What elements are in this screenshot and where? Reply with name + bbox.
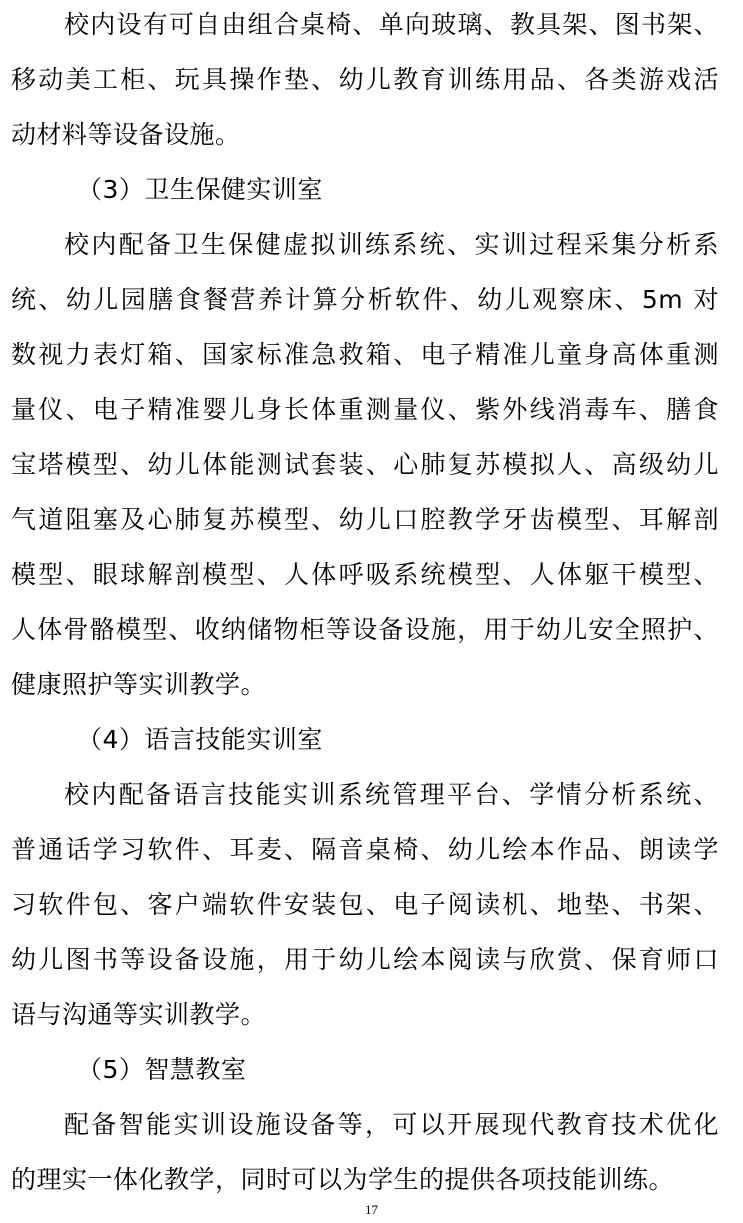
text-line: 移动美工柜、玩具操作垫、幼儿教育训练用品、各类游戏活 (11, 65, 719, 94)
text-line: 宝塔模型、幼儿体能测试套装、心肺复苏模拟人、高级幼儿 (11, 450, 719, 479)
section-heading-smart-classroom (11, 1047, 719, 1102)
text-line: 动材料等设备设施。 (11, 120, 241, 149)
text-line: 模型、眼球解剖模型、人体呼吸系统模型、人体躯干模型、 (11, 560, 719, 589)
heading-text: （4）语言技能实训室 (77, 725, 323, 754)
text-line: 校内设有可自由组合桌椅、单向玻璃、教具架、图书架、 (64, 10, 719, 39)
heading-text: （3）卫生保健实训室 (77, 175, 323, 204)
paragraph-activity-room-equipment (11, 2, 719, 167)
section-heading-language-skills-room (11, 717, 719, 772)
text-line: 幼儿图书等设备设施，用于幼儿绘本阅读与欣赏、保育师口 (11, 945, 719, 974)
paragraph-smart-classroom (11, 1102, 719, 1212)
text-line: 气道阻塞及心肺复苏模型、幼儿口腔教学牙齿模型、耳解剖 (11, 505, 719, 534)
text-line: 语与沟通等实训教学。 (11, 1000, 267, 1029)
text-line: 统、幼儿园膳食餐营养计算分析软件、幼儿观察床、5m 对 (11, 285, 719, 314)
text-line: 配备智能实训设施设备等，可以开展现代教育技术优化 (64, 1110, 719, 1139)
text-line: 的理实一体化教学，同时可以为学生的提供各项技能训练。 (11, 1165, 675, 1194)
text-line: 校内配备语言技能实训系统管理平台、学情分析系统、 (64, 780, 719, 809)
text-line: 校内配备卫生保健虚拟训练系统、实训过程采集分析系 (64, 230, 719, 259)
paragraph-language-skills-equipment (11, 772, 719, 1047)
section-heading-health-care-room (11, 167, 719, 222)
text-line: 量仪、电子精准婴儿身长体重测量仪、紫外线消毒车、膳食 (11, 395, 719, 424)
text-line: 人体骨骼模型、收纳储物柜等设备设施，用于幼儿安全照护、 (11, 615, 719, 644)
text-line: 普通话学习软件、耳麦、隔音桌椅、幼儿绘本作品、朗读学 (11, 835, 719, 864)
document-body (11, 2, 719, 1212)
text-line: 数视力表灯箱、国家标准急救箱、电子精准儿童身高体重测 (11, 340, 719, 369)
text-line: 健康照护等实训教学。 (11, 670, 267, 699)
text-line: 习软件包、客户端软件安装包、电子阅读机、地垫、书架、 (11, 890, 719, 919)
heading-text: （5）智慧教室 (77, 1055, 247, 1084)
page-number: 17 (365, 1202, 378, 1217)
paragraph-health-care-equipment (11, 222, 719, 717)
